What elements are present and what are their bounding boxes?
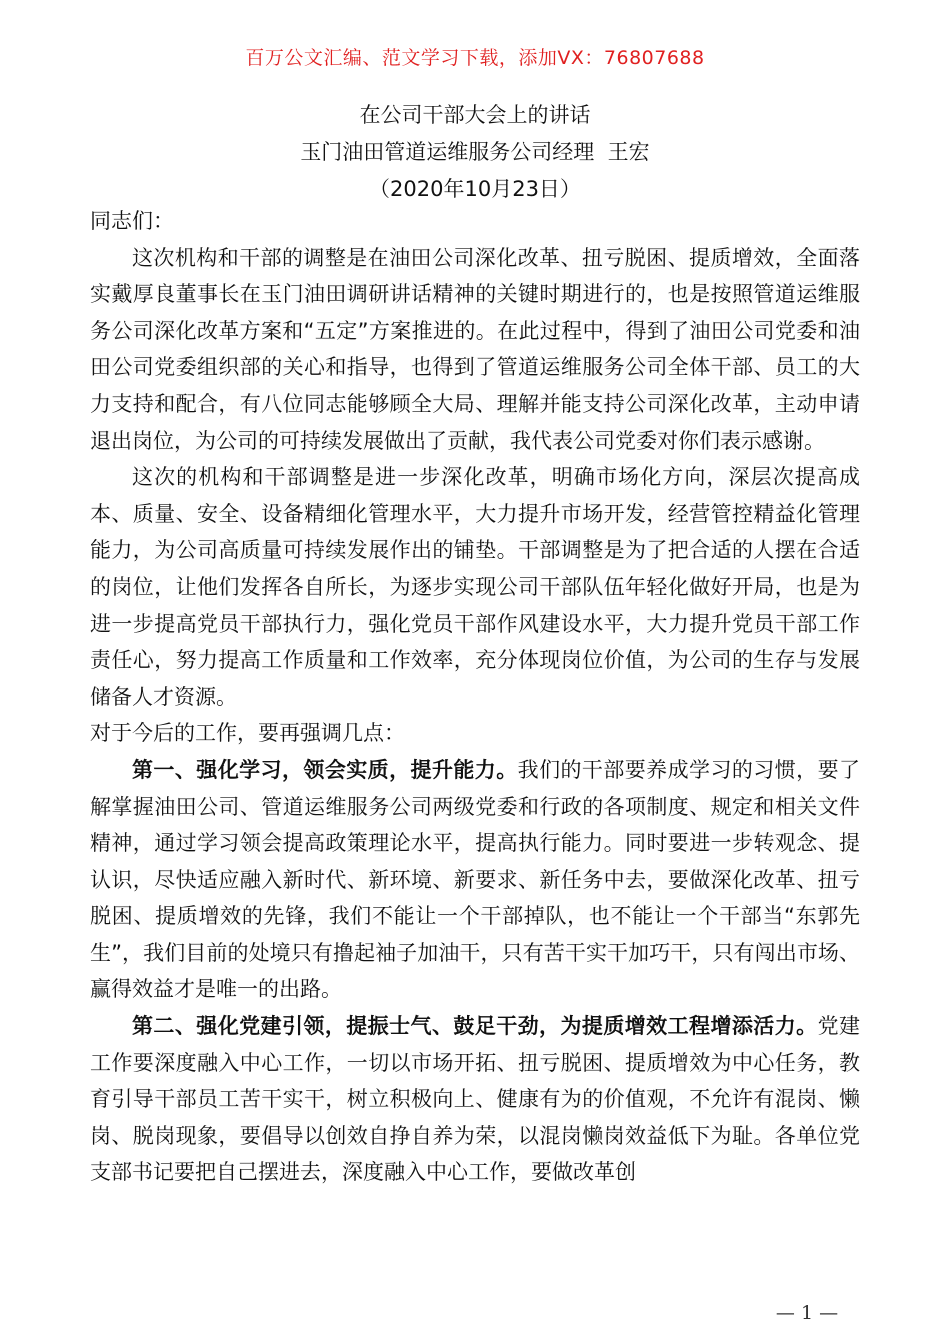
speech-header bbox=[0, 97, 950, 208]
page-number: — 1 — bbox=[775, 1302, 839, 1324]
paragraph-1: 这次机构和干部的调整是在油田公司深化改革、扭亏脱困、提质增效，全面落实戴厚良董事长在玉门油田调研讲话精神的关键时期进行的，也是按照管道运维服务公司深化改革方案和“五定”方案推进的。在此过程中，得到了油田公司党委和油田公司党委组织部的关心和指导，也得到了管道运维服务公司全体干部、员工的大力支持和配合，有八位同志能够顾全大局、理解并能支持公司深化改革，主动申请退出岗位，为公司的可持续发展做出了贡献，我代表公司党委对你们表示感谢。 bbox=[90, 245, 860, 453]
salutation: 同志们： bbox=[90, 209, 174, 233]
point-2-heading: 第二、强化党建引领，提振士气、鼓足干劲，为提质增效工程增添活力。 bbox=[132, 1014, 818, 1039]
point-1 bbox=[90, 752, 860, 1008]
speech-date: （2020年10月23日） bbox=[369, 177, 581, 201]
point-2 bbox=[90, 1008, 860, 1191]
speech-body bbox=[90, 203, 860, 1191]
point-1-heading: 第一、强化学习，领会实质，提升能力。 bbox=[132, 757, 518, 782]
watermark-banner: 百万公文汇编、范文学习下载，添加VX：76807688 bbox=[245, 47, 705, 69]
speech-title: 在公司干部大会上的讲话 bbox=[359, 103, 591, 127]
points-intro: 对于今后的工作，要再强调几点： bbox=[90, 721, 405, 746]
paragraph-2: 这次的机构和干部调整是进一步深化改革，明确市场化方向，深层次提高成本、质量、安全、设备精细化管理水平，大力提升市场开发，经营管控精益化管理能力，为公司高质量可持续发展作出的铺垫。干部调整是为了把合适的人摆在合适的岗位，让他们发挥各自所长，为逐步实现公司干部队伍年轻化做好开局，也是为进一步提高党员干部执行力，强化党员干部作风建设水平，大力提升党员干部工作责任心，努力提高工作质量和工作效率，充分体现岗位价值，为公司的生存与发展储备人才资源。 bbox=[90, 465, 860, 709]
point-2-text: 党建工作要深度融入中心工作，一切以市场开拓、扭亏脱困、提质增效为中心任务，教育引导干部员工苦干实干，树立积极向上、健康有为的价值观，不允许有混岗、懒岗、脱岗现象，要倡导以创效自挣自养为荣，以混岗懒岗效益低下为耻。各单位党支部书记要把自己摆进去，深度融入中心工作，要做改革创 bbox=[90, 1014, 861, 1185]
speech-author: 玉门油田管道运维服务公司经理 王宏 bbox=[300, 140, 650, 164]
point-1-text: 我们的干部要养成学习的习惯，要了解掌握油田公司、管道运维服务公司两级党委和行政的各项制度、规定和相关文件精神，通过学习领会提高政策理论水平，提高执行能力。同时要进一步转观念、提认识，尽快适应融入新时代、新环境、新要求、新任务中去，要做深化改革、扭亏脱困、提质增效的先锋，我们不能让一个干部掉队，也不能让一个干部当“东郭先生”，我们目前的处境只有撸起袖子加油干，只有苦干实干加巧干，只有闯出市场、赢得效益才是唯一的出路。 bbox=[90, 757, 861, 1002]
